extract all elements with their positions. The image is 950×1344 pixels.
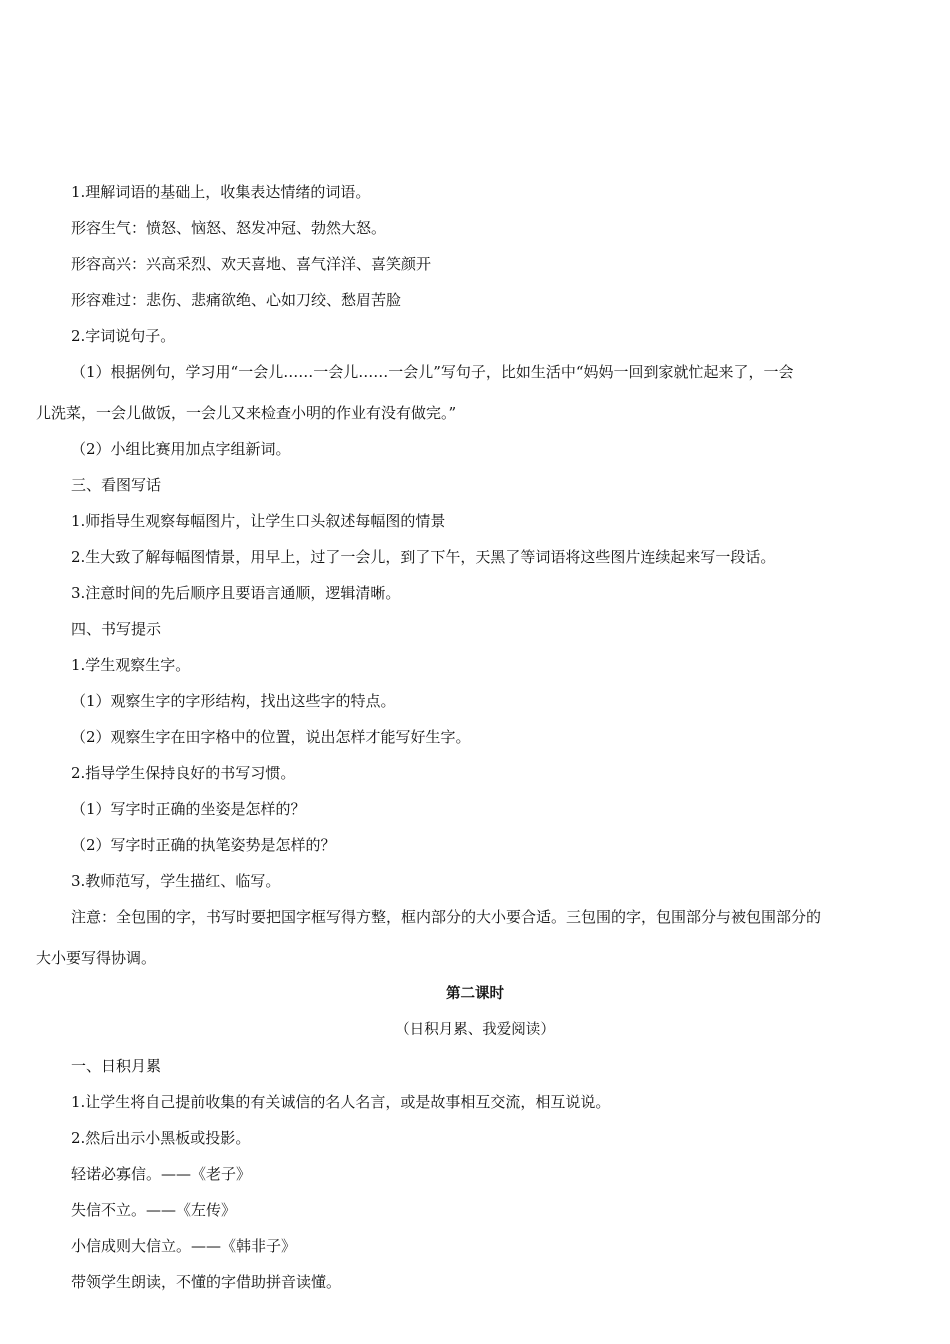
text-line: 1.师指导生观察每幅图片，让学生口头叙述每幅图的情景 (71, 512, 446, 530)
lesson-title: 第二课时 (445, 986, 505, 1002)
section-heading: 四、书写提示 (71, 620, 162, 638)
text-line: （1）根据例句，学习用“一会儿……一会儿……一会儿”写句子，比如生活中“妈妈一回到家就忙起来了，一会 (71, 363, 794, 381)
text-line: （2）写字时正确的执笔姿势是怎样的？ (71, 836, 336, 854)
text-line: 1.让学生将自己提前收集的有关诚信的名人名言，或是故事相互交流，相互说说。 (71, 1093, 611, 1111)
text-line: （2）小组比赛用加点字组新词。 (71, 440, 291, 458)
section-heading: 一、日积月累 (71, 1057, 162, 1075)
text-line: 形容难过：悲伤、悲痛欲绝、心如刀绞、愁眉苦脸 (71, 291, 402, 309)
text-line: 3.教师范写，学生描红、临写。 (71, 872, 281, 890)
section-heading: 三、看图写话 (71, 476, 162, 494)
text-line: 3.注意时间的先后顺序且要语言通顺，逻辑清晰。 (71, 584, 401, 602)
text-line: （2）观察生字在田字格中的位置，说出怎样才能写好生字。 (71, 728, 471, 746)
text-line: 大小要写得协调。 (36, 949, 157, 967)
text-line: 2.指导学生保持良好的书写习惯。 (71, 764, 296, 782)
text-line: 1.理解词语的基础上，收集表达情绪的词语。 (71, 183, 371, 201)
text-line: 带领学生朗读，不懂的字借助拼音读懂。 (71, 1273, 342, 1291)
text-line: 儿洗菜，一会儿做饭，一会儿又来检查小明的作业有没有做完。” (36, 404, 457, 422)
text-line: （1）写字时正确的坐姿是怎样的？ (71, 800, 306, 818)
text-line: 2.字词说句子。 (71, 327, 176, 345)
text-line: 形容生气：愤怒、恼怒、怒发冲冠、勃然大怒。 (71, 219, 387, 237)
quote-line: 轻诺必寡信。——《老子》 (71, 1165, 252, 1183)
text-line: 2.然后出示小黑板或投影。 (71, 1129, 251, 1147)
quote-line: 失信不立。——《左传》 (71, 1201, 237, 1219)
text-line: 1.学生观察生字。 (71, 656, 191, 674)
text-line: 形容高兴：兴高采烈、欢天喜地、喜气洋洋、喜笑颜开 (71, 255, 432, 273)
quote-line: 小信成则大信立。——《韩非子》 (71, 1237, 297, 1255)
text-line: 注意：全包围的字，书写时要把国字框写得方整，框内部分的大小要合适。三包围的字，包围部分与被包围部分的 (71, 908, 822, 926)
text-line: （1）观察生字的字形结构，找出这些字的特点。 (71, 692, 396, 710)
lesson-subtitle: （日积月累、我爱阅读） (395, 1022, 555, 1038)
text-line: 2.生大致了解每幅图情景，用早上，过了一会儿，到了下午，天黑了等词语将这些图片连续起来写一段话。 (71, 548, 776, 566)
